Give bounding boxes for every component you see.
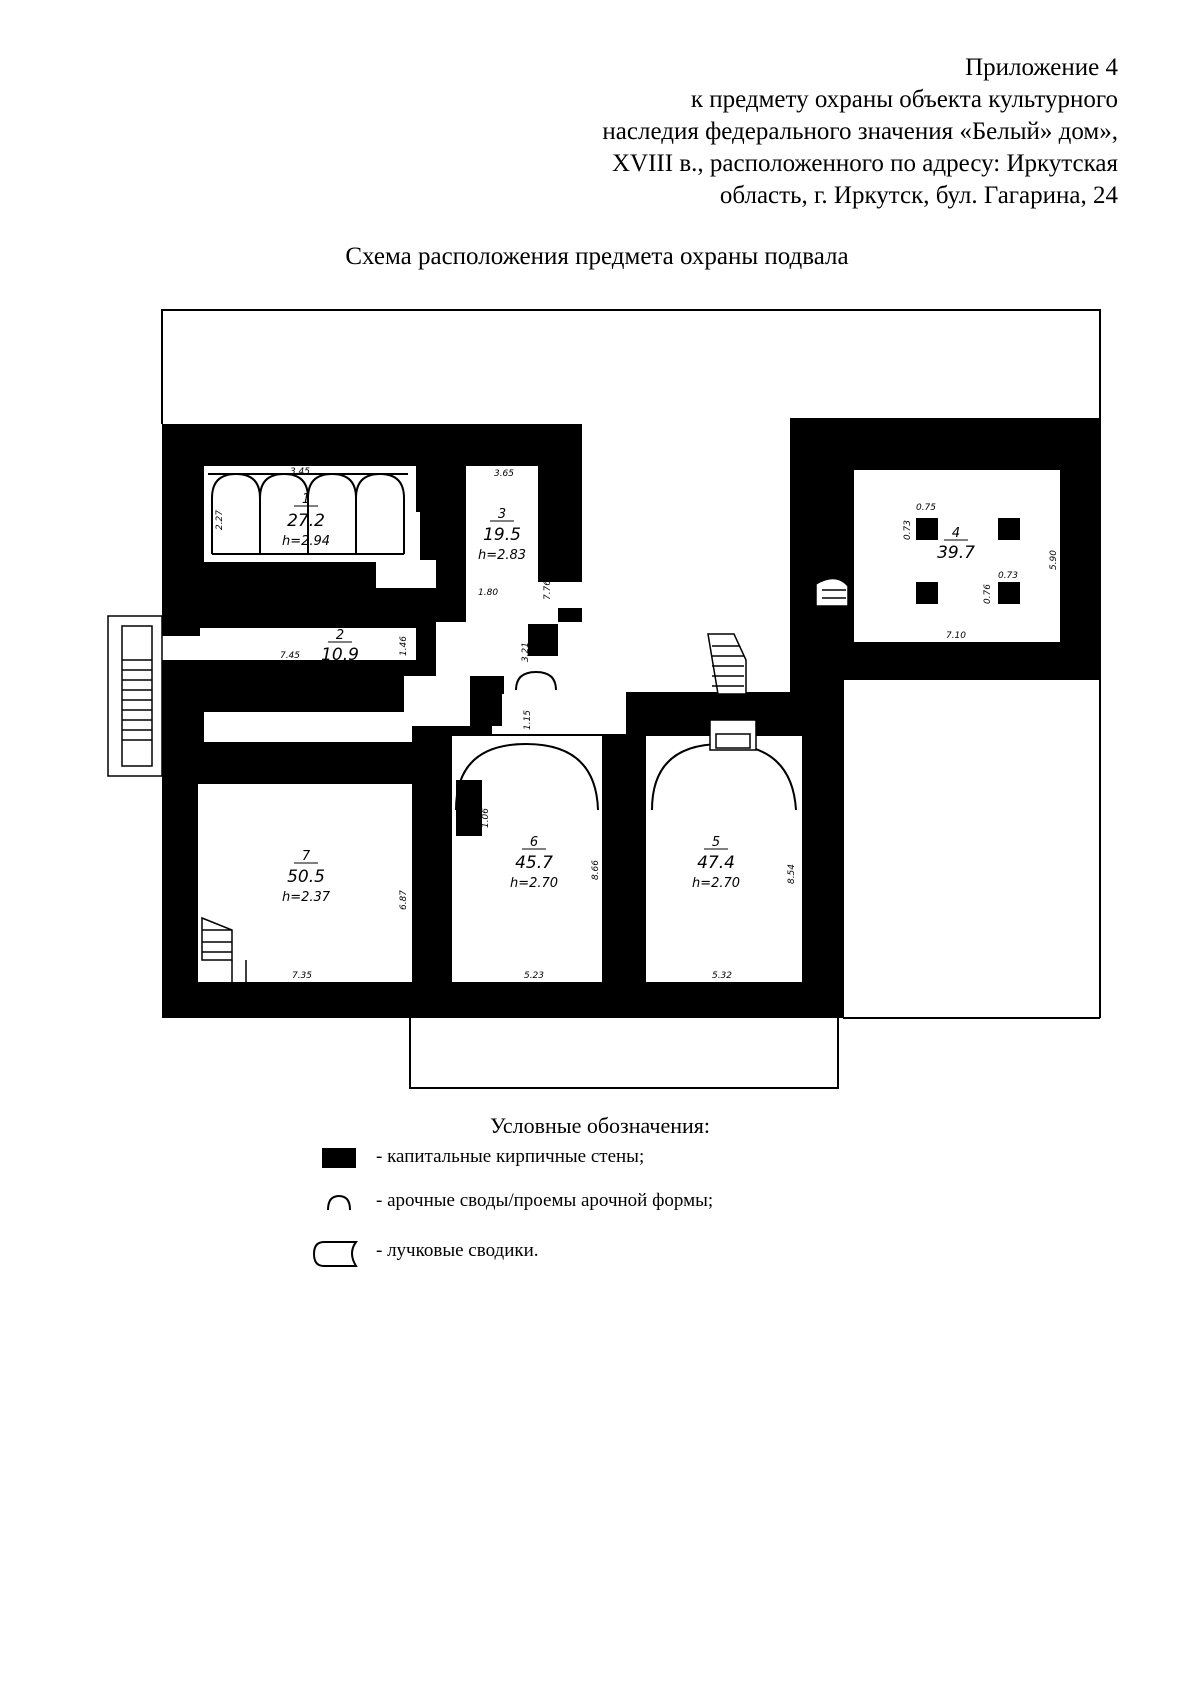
dimension-label: 0.75 [915, 503, 937, 513]
dimension-label: 3.21 [521, 641, 531, 663]
room-area: 45.7 [515, 853, 553, 873]
dimension-label: 2.27 [215, 509, 225, 531]
header-line: область, г. Иркутск, бул. Гагарина, 24 [719, 182, 1118, 209]
scheme-title-text: Схема расположения предмета охраны подвала [345, 243, 849, 270]
room-height: h=2.70 [691, 876, 741, 891]
solid-wall-icon [322, 1146, 358, 1170]
dimension-label: 1.06 [481, 807, 491, 829]
header-line: XVIII в., расположенного по адресу: Иркутская [612, 150, 1118, 177]
room-area: 50.5 [287, 867, 325, 887]
room-area: 39.7 [937, 543, 975, 563]
dimension-label: 8.54 [787, 863, 797, 885]
dimension-label: 1.15 [523, 709, 533, 731]
room-height: h=2.70 [509, 876, 559, 891]
room-number: 1 [301, 492, 311, 507]
dimension-label: 7.35 [291, 971, 313, 981]
header-line: Приложение 4 [965, 54, 1118, 81]
room-area: 27.2 [287, 511, 325, 531]
dimension-label: 3.45 [289, 467, 311, 477]
arch-icon [324, 1192, 354, 1214]
legend-title-text: Условные обозначения: [489, 1113, 711, 1138]
dimension-label: 5.23 [523, 971, 545, 981]
segmental-vault-icon [310, 1238, 366, 1270]
dimension-label: 8.66 [591, 859, 601, 881]
dimension-label: 7.10 [945, 631, 967, 641]
room-number: 4 [951, 526, 961, 541]
dimension-label: 6.87 [399, 889, 409, 911]
dimension-label: 3.65 [493, 469, 515, 479]
dimension-label: 1.46 [399, 635, 409, 657]
dimension-label: 0.73 [997, 571, 1019, 581]
room-number: 5 [711, 835, 721, 850]
room-number: 6 [529, 835, 539, 850]
dimension-label: 1.80 [478, 588, 499, 598]
header-line: к предмету охраны объекта культурного [690, 86, 1118, 113]
room-area: 19.5 [483, 525, 521, 545]
room-area: 47.4 [697, 853, 735, 873]
dimension-label: 7.76 [543, 579, 553, 601]
room-number: 3 [497, 507, 507, 522]
dimension-label: 5.90 [1049, 549, 1059, 571]
legend-item-vaults: - лучковые сводики. [376, 1240, 539, 1261]
dimension-label: 0.94 [455, 791, 477, 801]
room-height: h=2.83 [477, 548, 527, 563]
legend-item-walls: - капитальные кирпичные стены; [376, 1146, 645, 1167]
room-number: 2 [335, 628, 345, 643]
legend-item-arches: - арочные своды/проемы арочной формы; [376, 1190, 714, 1211]
dimension-label: 0.76 [983, 583, 993, 605]
header-line: наследия федерального значения «Белый» дом», [602, 118, 1118, 145]
legend-title [0, 1113, 1200, 1139]
room-height: h=2.94 [281, 534, 331, 549]
room-area: 10.9 [321, 645, 359, 665]
room-number: 7 [301, 849, 311, 864]
dimension-label: 1.58 [428, 536, 449, 546]
dimension-label: 0.73 [903, 519, 913, 541]
dimension-label: 5.32 [711, 971, 733, 981]
room-height: h=2.37 [281, 890, 331, 905]
dimension-label: 7.45 [279, 651, 301, 661]
